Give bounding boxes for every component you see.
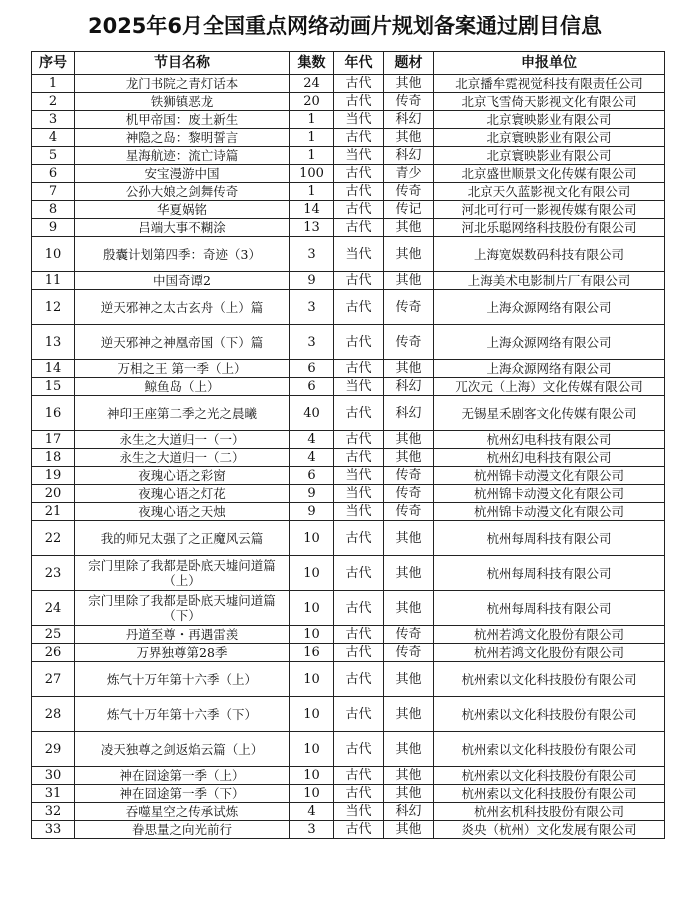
cell-program-name: 丹道至尊・再遇雷羡 [75, 626, 290, 644]
cell-no: 23 [32, 556, 75, 591]
table-row [32, 803, 665, 821]
cell-era: 古代 [334, 785, 384, 803]
cell-era: 古代 [334, 732, 384, 767]
cell-applicant-unit: 北京播牟霓视觉科技有限责任公司 [434, 75, 665, 93]
cell-genre: 传奇 [384, 467, 434, 485]
cell-applicant-unit: 北京寰映影业有限公司 [434, 147, 665, 165]
cell-episodes: 1 [290, 183, 334, 201]
cell-episodes: 9 [290, 485, 334, 503]
cell-era: 古代 [334, 201, 384, 219]
cell-no: 1 [32, 75, 75, 93]
cell-episodes: 16 [290, 644, 334, 662]
cell-episodes: 9 [290, 503, 334, 521]
cell-genre: 其他 [384, 697, 434, 732]
cell-episodes: 4 [290, 449, 334, 467]
cell-no: 5 [32, 147, 75, 165]
cell-program-name: 华夏娲铭 [75, 201, 290, 219]
cell-program-name: 逆天邪神之太古玄舟（上）篇 [75, 290, 290, 325]
cell-episodes: 4 [290, 431, 334, 449]
cell-genre: 其他 [384, 129, 434, 147]
cell-era: 古代 [334, 165, 384, 183]
cell-era: 古代 [334, 129, 384, 147]
cell-episodes: 3 [290, 237, 334, 272]
table-row [32, 449, 665, 467]
cell-no: 10 [32, 237, 75, 272]
cell-no: 15 [32, 378, 75, 396]
cell-genre: 其他 [384, 785, 434, 803]
table-row [32, 644, 665, 662]
cell-era: 古代 [334, 556, 384, 591]
cell-genre: 科幻 [384, 396, 434, 431]
cell-era: 古代 [334, 591, 384, 626]
table-row [32, 147, 665, 165]
cell-program-name: 神在囧途第一季（上） [75, 767, 290, 785]
cell-program-name: 夜瑰心语之彩窗 [75, 467, 290, 485]
cell-genre: 传奇 [384, 626, 434, 644]
cell-no: 33 [32, 821, 75, 839]
table-row [32, 75, 665, 93]
cell-no: 27 [32, 662, 75, 697]
cell-era: 古代 [334, 449, 384, 467]
cell-episodes: 1 [290, 147, 334, 165]
cell-program-name: 夜瑰心语之灯花 [75, 485, 290, 503]
cell-applicant-unit: 杭州索以文化科技股份有限公司 [434, 767, 665, 785]
table-body [32, 75, 665, 839]
table-row [32, 626, 665, 644]
table-row [32, 360, 665, 378]
cell-program-name: 公孙大娘之剑舞传奇 [75, 183, 290, 201]
table-row [32, 237, 665, 272]
cell-applicant-unit: 杭州玄机科技股份有限公司 [434, 803, 665, 821]
cell-applicant-unit: 杭州锦卡动漫文化有限公司 [434, 503, 665, 521]
cell-program-name: 永生之大道归一（一） [75, 431, 290, 449]
cell-applicant-unit: 上海美术电影制片厂有限公司 [434, 272, 665, 290]
cell-applicant-unit: 河北可行可一影视传媒有限公司 [434, 201, 665, 219]
cell-no: 22 [32, 521, 75, 556]
table-row [32, 485, 665, 503]
cell-episodes: 100 [290, 165, 334, 183]
cell-genre: 其他 [384, 556, 434, 591]
header-era: 年代 [334, 52, 384, 75]
cell-genre: 传记 [384, 201, 434, 219]
cell-era: 古代 [334, 219, 384, 237]
cell-genre: 其他 [384, 662, 434, 697]
cell-no: 12 [32, 290, 75, 325]
cell-genre: 其他 [384, 732, 434, 767]
cell-episodes: 13 [290, 219, 334, 237]
cell-era: 当代 [334, 237, 384, 272]
cell-episodes: 10 [290, 785, 334, 803]
table-row [32, 325, 665, 360]
cell-episodes: 40 [290, 396, 334, 431]
cell-era: 古代 [334, 75, 384, 93]
cell-episodes: 20 [290, 93, 334, 111]
cell-genre: 传奇 [384, 325, 434, 360]
cell-episodes: 3 [290, 821, 334, 839]
cell-applicant-unit: 杭州索以文化科技股份有限公司 [434, 732, 665, 767]
cell-program-name: 神隐之岛：黎明誓言 [75, 129, 290, 147]
cell-applicant-unit: 北京飞雪倚天影视文化有限公司 [434, 93, 665, 111]
cell-no: 11 [32, 272, 75, 290]
cell-program-name: 万界独尊第28季 [75, 644, 290, 662]
cell-episodes: 4 [290, 803, 334, 821]
cell-genre: 传奇 [384, 644, 434, 662]
cell-applicant-unit: 杭州若鸿文化股份有限公司 [434, 626, 665, 644]
table-row [32, 290, 665, 325]
cell-episodes: 6 [290, 378, 334, 396]
cell-program-name: 凌天独尊之剑返焰云篇（上） [75, 732, 290, 767]
cell-episodes: 1 [290, 129, 334, 147]
cell-applicant-unit: 杭州锦卡动漫文化有限公司 [434, 467, 665, 485]
cell-applicant-unit: 上海众源网络有限公司 [434, 325, 665, 360]
cell-no: 8 [32, 201, 75, 219]
cell-no: 19 [32, 467, 75, 485]
cell-program-name: 吞噬星空之传承试炼 [75, 803, 290, 821]
cell-era: 当代 [334, 503, 384, 521]
cell-genre: 其他 [384, 219, 434, 237]
cell-applicant-unit: 北京寰映影业有限公司 [434, 111, 665, 129]
cell-episodes: 10 [290, 556, 334, 591]
cell-no: 26 [32, 644, 75, 662]
cell-program-name: 永生之大道归一（二） [75, 449, 290, 467]
cell-program-name: 神在囧途第一季（下） [75, 785, 290, 803]
drama-table [31, 51, 665, 839]
table-row [32, 183, 665, 201]
cell-program-name: 万相之王 第一季（上） [75, 360, 290, 378]
table-row [32, 111, 665, 129]
cell-genre: 青少 [384, 165, 434, 183]
cell-applicant-unit: 北京天久蓝影视文化有限公司 [434, 183, 665, 201]
cell-program-name: 龙门书院之青灯话本 [75, 75, 290, 93]
cell-episodes: 10 [290, 662, 334, 697]
cell-program-name: 炼气十万年第十六季（上） [75, 662, 290, 697]
cell-genre: 其他 [384, 821, 434, 839]
cell-no: 17 [32, 431, 75, 449]
cell-program-name: 夜瑰心语之天烛 [75, 503, 290, 521]
cell-era: 当代 [334, 485, 384, 503]
table-row [32, 556, 665, 591]
cell-era: 古代 [334, 626, 384, 644]
cell-applicant-unit: 河北乐聪网络科技股份有限公司 [434, 219, 665, 237]
cell-applicant-unit: 杭州每周科技有限公司 [434, 591, 665, 626]
cell-no: 20 [32, 485, 75, 503]
header-episodes: 集数 [290, 52, 334, 75]
table-row [32, 591, 665, 626]
cell-applicant-unit: 杭州幻电科技有限公司 [434, 449, 665, 467]
table-row [32, 767, 665, 785]
cell-no: 28 [32, 697, 75, 732]
cell-era: 古代 [334, 93, 384, 111]
cell-era: 古代 [334, 431, 384, 449]
table-row [32, 201, 665, 219]
header-unit: 申报单位 [434, 52, 665, 75]
cell-genre: 其他 [384, 431, 434, 449]
cell-episodes: 10 [290, 521, 334, 556]
cell-program-name: 宗门里除了我都是卧底天墟问道篇（下） [75, 591, 290, 626]
cell-applicant-unit: 杭州若鸿文化股份有限公司 [434, 644, 665, 662]
cell-applicant-unit: 杭州每周科技有限公司 [434, 556, 665, 591]
cell-genre: 其他 [384, 75, 434, 93]
cell-era: 古代 [334, 521, 384, 556]
cell-genre: 传奇 [384, 290, 434, 325]
cell-genre: 其他 [384, 237, 434, 272]
cell-no: 13 [32, 325, 75, 360]
cell-applicant-unit: 上海众源网络有限公司 [434, 360, 665, 378]
cell-era: 古代 [334, 644, 384, 662]
cell-no: 2 [32, 93, 75, 111]
cell-no: 31 [32, 785, 75, 803]
cell-episodes: 9 [290, 272, 334, 290]
cell-episodes: 1 [290, 111, 334, 129]
cell-era: 当代 [334, 378, 384, 396]
cell-program-name: 我的师兄太强了之正魔风云篇 [75, 521, 290, 556]
cell-program-name: 殷囊计划第四季：奇迹（3） [75, 237, 290, 272]
cell-genre: 其他 [384, 360, 434, 378]
cell-program-name: 机甲帝国：废土新生 [75, 111, 290, 129]
cell-applicant-unit: 上海众源网络有限公司 [434, 290, 665, 325]
cell-no: 6 [32, 165, 75, 183]
cell-applicant-unit: 杭州每周科技有限公司 [434, 521, 665, 556]
cell-episodes: 10 [290, 626, 334, 644]
cell-program-name: 星海航迹：流亡诗篇 [75, 147, 290, 165]
cell-episodes: 10 [290, 591, 334, 626]
cell-no: 30 [32, 767, 75, 785]
cell-era: 古代 [334, 272, 384, 290]
cell-no: 24 [32, 591, 75, 626]
cell-era: 当代 [334, 803, 384, 821]
table-row [32, 467, 665, 485]
table-row [32, 697, 665, 732]
cell-program-name: 中国奇谭2 [75, 272, 290, 290]
cell-episodes: 10 [290, 732, 334, 767]
cell-no: 32 [32, 803, 75, 821]
table-row [32, 431, 665, 449]
header-row [32, 52, 665, 75]
cell-program-name: 宗门里除了我都是卧底天墟问道篇（上） [75, 556, 290, 591]
cell-program-name: 安宝漫游中国 [75, 165, 290, 183]
cell-applicant-unit: 杭州索以文化科技股份有限公司 [434, 697, 665, 732]
cell-no: 18 [32, 449, 75, 467]
cell-episodes: 14 [290, 201, 334, 219]
cell-genre: 其他 [384, 591, 434, 626]
cell-genre: 传奇 [384, 503, 434, 521]
cell-genre: 传奇 [384, 485, 434, 503]
table-row [32, 272, 665, 290]
cell-applicant-unit: 无锡星禾剧客文化传媒有限公司 [434, 396, 665, 431]
cell-genre: 科幻 [384, 378, 434, 396]
cell-no: 3 [32, 111, 75, 129]
cell-genre: 其他 [384, 449, 434, 467]
table-row [32, 129, 665, 147]
cell-era: 古代 [334, 325, 384, 360]
cell-program-name: 神印王座第二季之光之晨曦 [75, 396, 290, 431]
cell-era: 古代 [334, 662, 384, 697]
cell-era: 当代 [334, 147, 384, 165]
table-row [32, 821, 665, 839]
cell-applicant-unit: 杭州索以文化科技股份有限公司 [434, 785, 665, 803]
cell-applicant-unit: 兀次元（上海）文化传媒有限公司 [434, 378, 665, 396]
cell-no: 21 [32, 503, 75, 521]
cell-applicant-unit: 北京寰映影业有限公司 [434, 129, 665, 147]
cell-no: 14 [32, 360, 75, 378]
cell-episodes: 6 [290, 360, 334, 378]
cell-no: 16 [32, 396, 75, 431]
cell-era: 古代 [334, 767, 384, 785]
cell-episodes: 6 [290, 467, 334, 485]
table-row [32, 396, 665, 431]
table-row [32, 785, 665, 803]
cell-era: 古代 [334, 183, 384, 201]
cell-genre: 传奇 [384, 93, 434, 111]
cell-applicant-unit: 炎央（杭州）文化发展有限公司 [434, 821, 665, 839]
table-row [32, 219, 665, 237]
cell-applicant-unit: 杭州锦卡动漫文化有限公司 [434, 485, 665, 503]
cell-applicant-unit: 杭州索以文化科技股份有限公司 [434, 662, 665, 697]
cell-genre: 传奇 [384, 183, 434, 201]
cell-genre: 科幻 [384, 147, 434, 165]
cell-episodes: 10 [290, 767, 334, 785]
cell-era: 古代 [334, 360, 384, 378]
cell-genre: 其他 [384, 521, 434, 556]
table-row [32, 378, 665, 396]
cell-episodes: 10 [290, 697, 334, 732]
table-row [32, 521, 665, 556]
cell-era: 古代 [334, 697, 384, 732]
cell-program-name: 逆天邪神之神凰帝国（下）篇 [75, 325, 290, 360]
cell-era: 古代 [334, 396, 384, 431]
cell-era: 当代 [334, 111, 384, 129]
header-no: 序号 [32, 52, 75, 75]
cell-genre: 其他 [384, 767, 434, 785]
cell-era: 古代 [334, 290, 384, 325]
cell-no: 9 [32, 219, 75, 237]
cell-era: 古代 [334, 821, 384, 839]
table-row [32, 503, 665, 521]
header-name: 节目名称 [75, 52, 290, 75]
table-row [32, 662, 665, 697]
table-row [32, 93, 665, 111]
table-row [32, 165, 665, 183]
cell-no: 7 [32, 183, 75, 201]
cell-episodes: 24 [290, 75, 334, 93]
cell-program-name: 吕端大事不糊涂 [75, 219, 290, 237]
cell-no: 25 [32, 626, 75, 644]
cell-episodes: 3 [290, 290, 334, 325]
table-row [32, 732, 665, 767]
cell-program-name: 炼气十万年第十六季（下） [75, 697, 290, 732]
cell-program-name: 铁狮镇恶龙 [75, 93, 290, 111]
cell-episodes: 3 [290, 325, 334, 360]
cell-no: 4 [32, 129, 75, 147]
cell-genre: 科幻 [384, 803, 434, 821]
document-title: 2025年6月全国重点网络动画片规划备案通过剧目信息 [87, 14, 603, 38]
cell-applicant-unit: 杭州幻电科技有限公司 [434, 431, 665, 449]
cell-program-name: 鲸鱼岛（上） [75, 378, 290, 396]
cell-applicant-unit: 北京盛世顺景文化传媒有限公司 [434, 165, 665, 183]
cell-genre: 其他 [384, 272, 434, 290]
cell-no: 29 [32, 732, 75, 767]
cell-program-name: 眷思量之向光前行 [75, 821, 290, 839]
cell-genre: 科幻 [384, 111, 434, 129]
cell-era: 当代 [334, 467, 384, 485]
cell-applicant-unit: 上海宽娱数码科技有限公司 [434, 237, 665, 272]
header-genre: 题材 [384, 52, 434, 75]
